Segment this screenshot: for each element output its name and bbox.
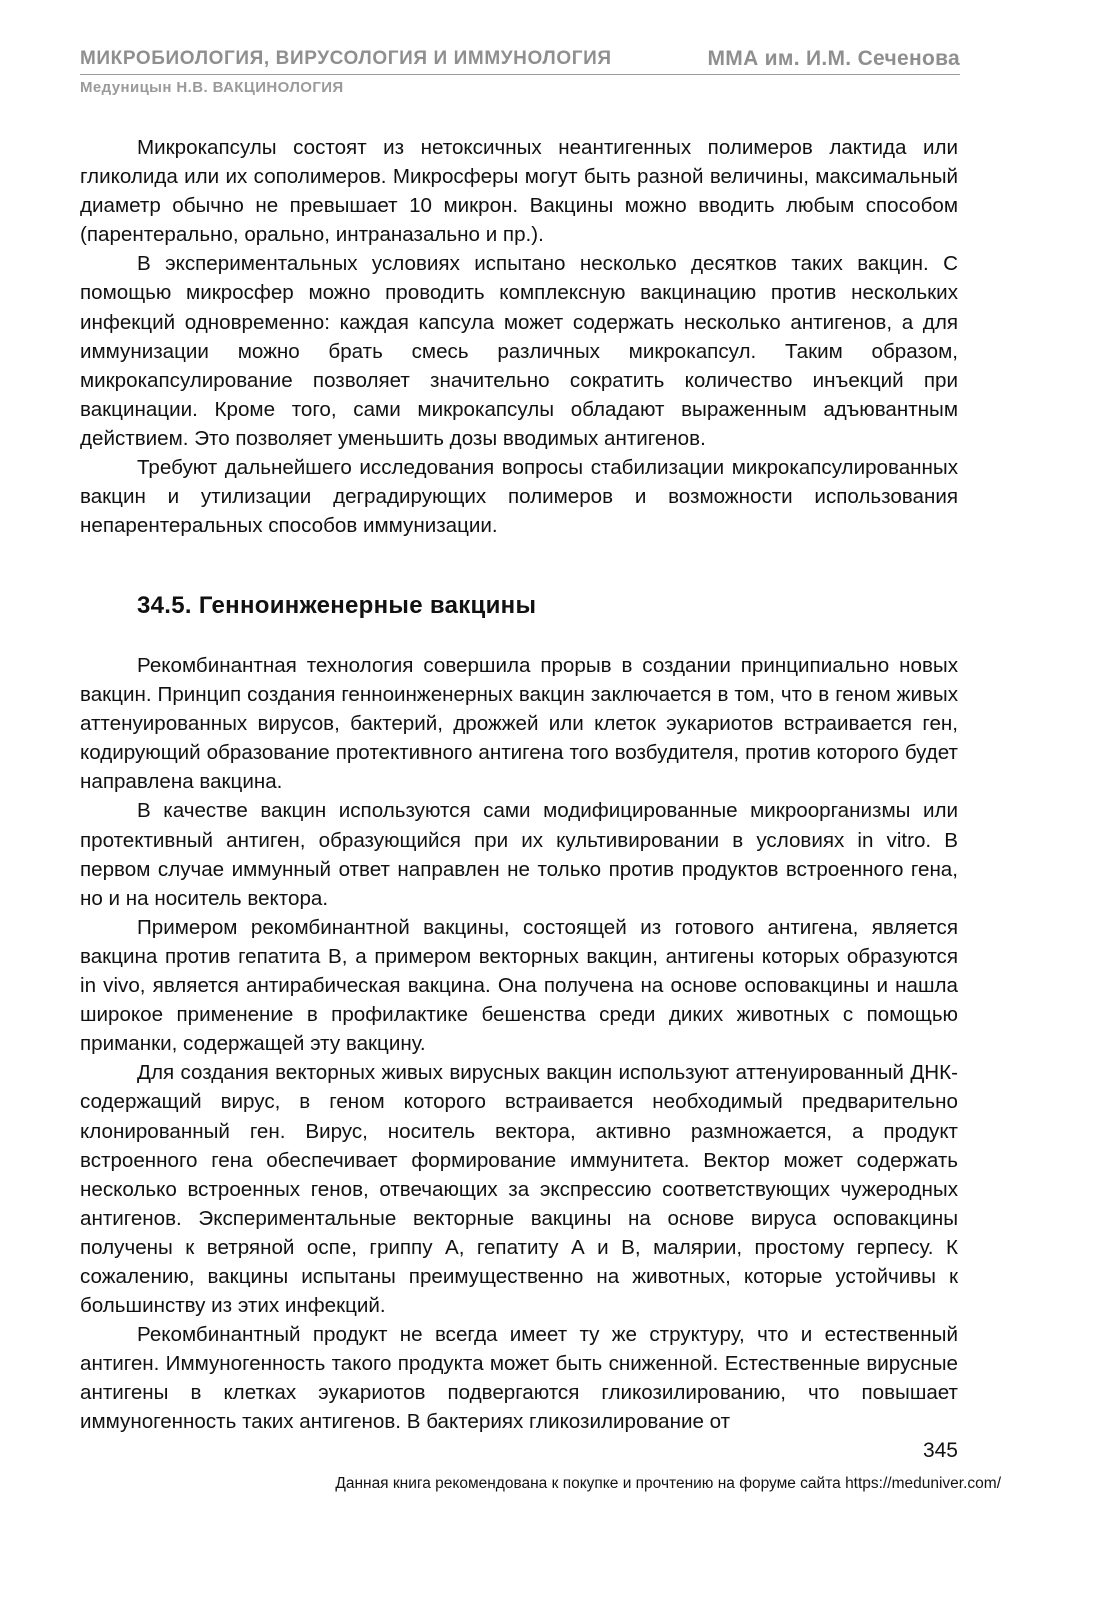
footer-note: Данная книга рекомендована к покупке и прочтению на форуме сайта https://meduniver.com/ (335, 1475, 1001, 1492)
paragraph: В качестве вакцин используются сами модифицированные микроорганизмы или протективный антиген, образующийся при их культивировании в условиях in vitro. В первом случае иммунный ответ направлен не только против продуктов встроенного гена, но и на носитель вектора. (80, 799, 958, 910)
header-book: Медуницын Н.В. ВАКЦИНОЛОГИЯ (80, 79, 344, 96)
paragraph: Рекомбинантный продукт не всегда имеет ту же структуру, что и естественный антиген. Иммуногенность такого продукта может быть сниженной. Естественные вирусные антигены в клетках эукариотов подвергаются гликозилированию, что повышает иммуногенность таких антигенов. В бактериях гликозилирование от (80, 1323, 958, 1434)
header-subject: МИКРОБИОЛОГИЯ, ВИРУСОЛОГИЯ И ИММУНОЛОГИЯ (80, 48, 612, 69)
paragraph: Требуют дальнейшего исследования вопросы стабилизации микрокапсулированных вакцин и утилизации деградирующих полимеров и возможности использования непарентеральных способов иммунизации. (80, 456, 958, 538)
paragraph: В экспериментальных условиях испытано несколько десятков таких вакцин. С помощью микросфер можно проводить комплексную вакцинацию против нескольких инфекций одновременно: каждая капсула может содержать несколько антигенов, а для иммунизации можно брать смесь различных микрокапсул. Таким образом, микрокапсулирование позволяет значительно сократить количество инъекций при вакцинации. Кроме того, сами микрокапсулы обладают выраженным адъювантным действием. Это позволяет уменьшить дозы вводимых антигенов. (80, 252, 958, 450)
section-text (80, 651, 958, 1437)
intro-text (80, 133, 958, 540)
running-header (80, 46, 960, 75)
header-institution: ММА им. И.М. Сеченова (707, 47, 960, 70)
paragraph: Рекомбинантная технология совершила прорыв в создании принципиально новых вакцин. Принцип создания генноинженерных вакцин заключается в том, что в геном живых аттенуированных вирусов, бактерий, дрожжей или клеток эукариотов встраивается ген, кодирующий образование протективного антигена того возбудителя, против которого будет направлена вакцина. (80, 654, 958, 794)
section-heading: 34.5. Генноинженерные вакцины (137, 592, 537, 619)
paragraph: Микрокапсулы состоят из нетоксичных неантигенных полимеров лактида или гликолида или их сополимеров. Микросферы могут быть разной величины, максимальный диаметр обычно не превышает 10 микрон. Вакцины можно вводить любым способом (парентерально, орально, интраназально и пр.). (80, 136, 958, 247)
paragraph: Для создания векторных живых вирусных вакцин используют аттенуированный ДНК-содержащий вирус, в геном которого встраивается необходимый предварительно клонированный ген. Вирус, носитель вектора, активно размножается, а продукт встроенного гена обеспечивает формирование иммунитета. Вектор может содержать несколько встроенных генов, отвечающих за экспрессию соответствующих чужеродных антигенов. Экспериментальные векторные вакцины на основе вируса осповакцины получены к ветряной оспе, гриппу А, гепатиту А и В, малярии, простому герпесу. К сожалению, вакцины испытаны преимущественно на животных, которые устойчивы к большинству из этих инфекций. (80, 1061, 958, 1318)
page-number: 345 (922, 1439, 958, 1462)
paragraph: Примером рекомбинантной вакцины, состоящей из готового антигена, является вакцина против гепатита В, а примером векторных вакцин, антигены которых образуются in vivo, является антирабическая вакцина. Она получена на основе осповакцины и нашла широкое применение в профилактике бешенства среди диких животных с помощью приманки, содержащей эту вакцину. (80, 915, 958, 1056)
